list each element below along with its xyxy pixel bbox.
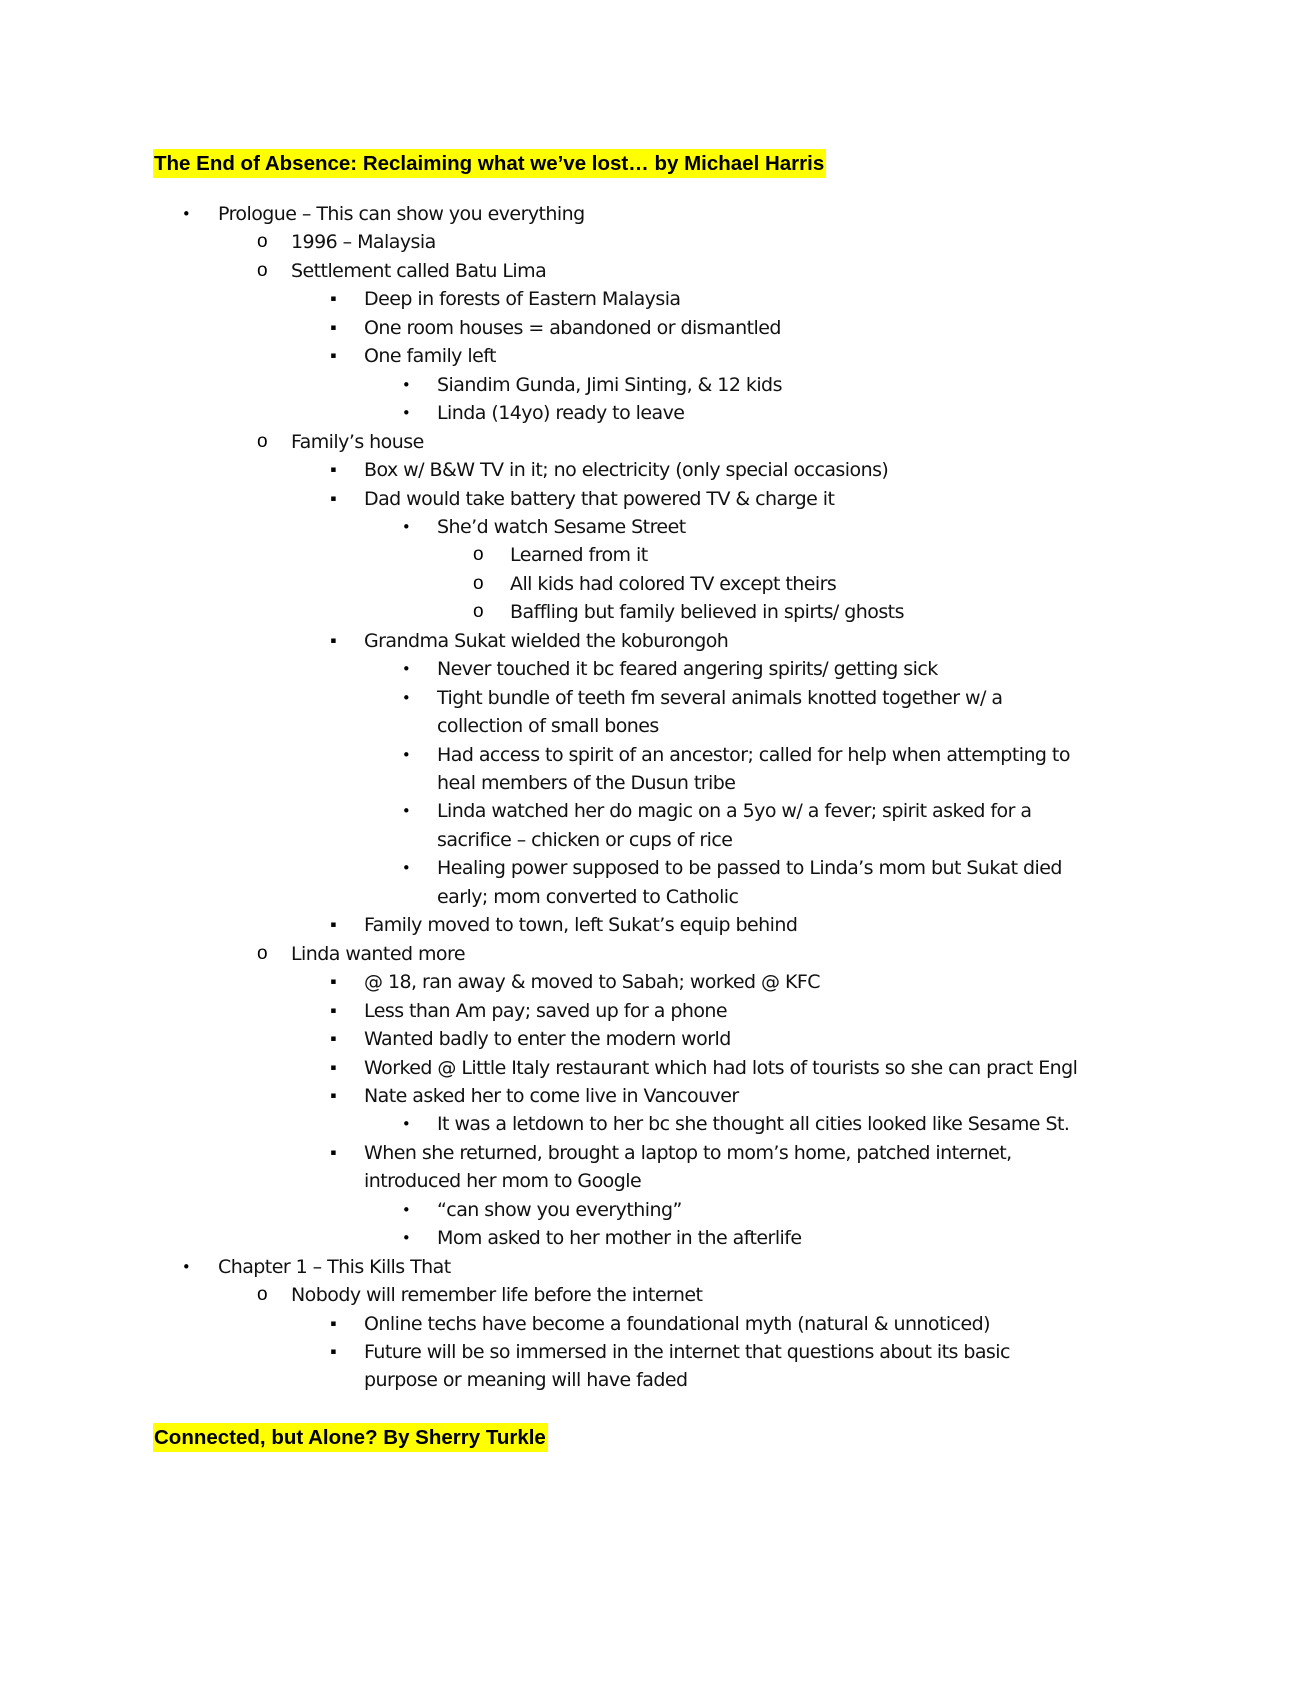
list-item-continuation [364, 1166, 641, 1196]
list-item [472, 597, 904, 627]
bullet-marker: • [401, 660, 411, 679]
list-item-continuation [437, 882, 738, 912]
bullet-marker: • [181, 205, 191, 223]
list-item-text: Dad would take battery that powered TV & charge it [364, 487, 835, 510]
list-item-text: Family’s house [291, 430, 424, 453]
list-item-text: She’d watch Sesame Street [437, 515, 686, 538]
list-item [401, 1195, 682, 1225]
bullet-marker: • [401, 688, 411, 707]
list-item-text: early; mom converted to Catholic [437, 885, 739, 908]
bullet-marker: ▪ [330, 294, 336, 305]
list-item [256, 256, 547, 286]
list-item [401, 740, 1070, 770]
list-item-text: Future will be so immersed in the internet that questions about its basic [364, 1341, 1010, 1363]
bullet-marker: o [472, 572, 484, 594]
list-item-text: One room houses = abandoned or dismantled [364, 316, 781, 339]
list-item [401, 654, 938, 684]
list-item-text: When she returned, brought a laptop to mom’s home, patched internet, [364, 1141, 1012, 1164]
list-item [330, 484, 835, 514]
list-item-text: purpose or meaning will have faded [364, 1369, 688, 1392]
list-item [181, 1252, 451, 1282]
list-item-text: Linda (14yo) ready to leave [437, 402, 685, 425]
bullet-marker: ▪ [330, 322, 336, 333]
list-item [472, 569, 837, 599]
bullet-marker: ▪ [330, 1062, 336, 1073]
heading-highlight: The End of Absence: Reclaiming what we’ve lost… by Michael Harris [153, 149, 826, 178]
list-item [330, 967, 821, 997]
list-item-continuation [364, 1365, 688, 1395]
bullet-marker: ▪ [330, 1347, 336, 1357]
list-item-text: introduced her mom to Google [364, 1170, 642, 1193]
list-item [330, 626, 729, 656]
list-item-text: Box w/ B&W TV in it; no electricity (only special occasions) [364, 459, 889, 482]
list-item-text: Nobody will remember life before the internet [291, 1284, 703, 1307]
bullet-marker: o [256, 1284, 268, 1306]
list-item-text: Linda wanted more [291, 942, 465, 965]
bullet-marker: • [401, 802, 411, 821]
list-item [330, 341, 496, 371]
bullet-marker: o [256, 259, 268, 281]
heading-highlight: Connected, but Alone? By Sherry Turkle [153, 1423, 548, 1452]
list-item [256, 1280, 703, 1310]
list-item [330, 996, 728, 1026]
list-item [330, 313, 781, 343]
list-item-continuation [437, 825, 732, 855]
list-item [401, 1109, 1070, 1139]
bullet-marker: o [256, 942, 268, 964]
list-item-text: Learned from it [510, 544, 648, 567]
bullet-marker: ▪ [330, 351, 336, 362]
bullet-marker: ▪ [330, 1005, 336, 1016]
bullet-marker: • [181, 1257, 191, 1276]
bullet-marker: • [401, 859, 411, 878]
list-item-text: Online techs have become a foundational myth (natural & unnoticed) [364, 1312, 991, 1335]
list-item-text: Less than Am pay; saved up for a phone [364, 999, 728, 1022]
list-item [330, 455, 889, 485]
list-item [330, 1081, 739, 1111]
list-item-text: “can show you everything” [437, 1198, 682, 1221]
bullet-marker: o [472, 544, 484, 566]
list-item [256, 227, 436, 257]
list-item-text: Mom asked to her mother in the afterlife [437, 1227, 802, 1250]
list-item-text: sacrifice – chicken or cups of rice [437, 828, 733, 851]
bullet-marker: ▪ [330, 977, 336, 988]
list-item-text: Linda watched her do magic on a 5yo w/ a fever; spirit asked for a [437, 800, 1032, 823]
bullet-marker: ▪ [330, 1147, 336, 1158]
list-item [330, 910, 798, 940]
bullet-marker: • [401, 1115, 411, 1134]
list-item-text: Had access to spirit of an ancestor; called for help when attempting to [437, 743, 1070, 766]
list-item-text: Nate asked her to come live in Vancouver [364, 1084, 739, 1107]
list-item-text: heal members of the Dusun tribe [437, 772, 736, 794]
list-item [330, 1053, 1078, 1083]
list-item [401, 853, 1062, 883]
list-item-text: Worked @ Little Italy restaurant which had lots of tourists so she can pract Engl [364, 1056, 1078, 1079]
bullet-marker: • [401, 517, 411, 536]
bullet-marker: • [401, 745, 411, 764]
list-item-text: It was a letdown to her bc she thought all cities looked like Sesame St. [437, 1113, 1070, 1136]
list-item-text: Healing power supposed to be passed to Linda’s mom but Sukat died [437, 857, 1062, 880]
list-item [330, 1024, 731, 1054]
list-item [330, 284, 681, 314]
list-item-text: Baffling but family believed in spirts/ ghosts [510, 601, 904, 624]
list-item-text: Family moved to town, left Sukat’s equip behind [364, 914, 798, 937]
bullet-marker: ▪ [330, 1034, 336, 1045]
bullet-marker: ▪ [330, 635, 336, 646]
bullet-marker: o [256, 231, 268, 253]
list-item [401, 370, 782, 400]
list-item-text: @ 18, ran away & moved to Sabah; worked @ KFC [364, 971, 821, 994]
list-item [256, 427, 424, 457]
bullet-marker: • [401, 1229, 411, 1248]
list-item [401, 398, 685, 428]
list-item-text: 1996 – Malaysia [291, 231, 436, 254]
bullet-marker: • [401, 404, 411, 423]
list-item-text: Tight bundle of teeth fm several animals knotted together w/ a [437, 686, 1003, 709]
list-item [330, 1309, 991, 1339]
list-item [256, 939, 465, 969]
list-item-text: Prologue – This can show you everything [218, 203, 585, 225]
list-item-text: Siandim Gunda, Jimi Sinting, & 12 kids [437, 373, 782, 396]
bullet-marker: o [472, 601, 484, 623]
bullet-marker: • [401, 375, 411, 394]
list-item-text: All kids had colored TV except theirs [510, 572, 837, 595]
section-heading-connected-but-alone [153, 1424, 548, 1454]
list-item-text: Chapter 1 – This Kills That [218, 1255, 451, 1278]
section-heading-end-of-absence [153, 150, 826, 180]
list-item-text: Grandma Sukat wielded the koburongoh [364, 629, 729, 652]
bullet-marker: ▪ [330, 465, 336, 476]
bullet-marker: ▪ [330, 1090, 336, 1101]
list-item [330, 1138, 1012, 1168]
list-item [472, 540, 648, 570]
list-item-text: One family left [364, 345, 496, 368]
list-item [401, 683, 1003, 713]
list-item [401, 1223, 802, 1253]
bullet-marker: ▪ [330, 493, 336, 504]
list-item-text: Never touched it bc feared angering spirits/ getting sick [437, 658, 938, 681]
bullet-marker: • [401, 1200, 411, 1219]
list-item [401, 512, 686, 542]
list-item [181, 199, 585, 229]
list-item [401, 796, 1032, 826]
list-item-text: Wanted badly to enter the modern world [364, 1028, 731, 1051]
bullet-marker: ▪ [330, 920, 336, 931]
list-item-text: Deep in forests of Eastern Malaysia [364, 288, 681, 311]
list-item-text: Settlement called Batu Lima [291, 259, 547, 282]
bullet-marker: o [256, 430, 268, 452]
bullet-marker: ▪ [330, 1318, 336, 1329]
list-item-text: collection of small bones [437, 715, 659, 738]
list-item-continuation [437, 711, 659, 741]
list-item [330, 1337, 1010, 1367]
list-item-continuation [437, 768, 735, 798]
